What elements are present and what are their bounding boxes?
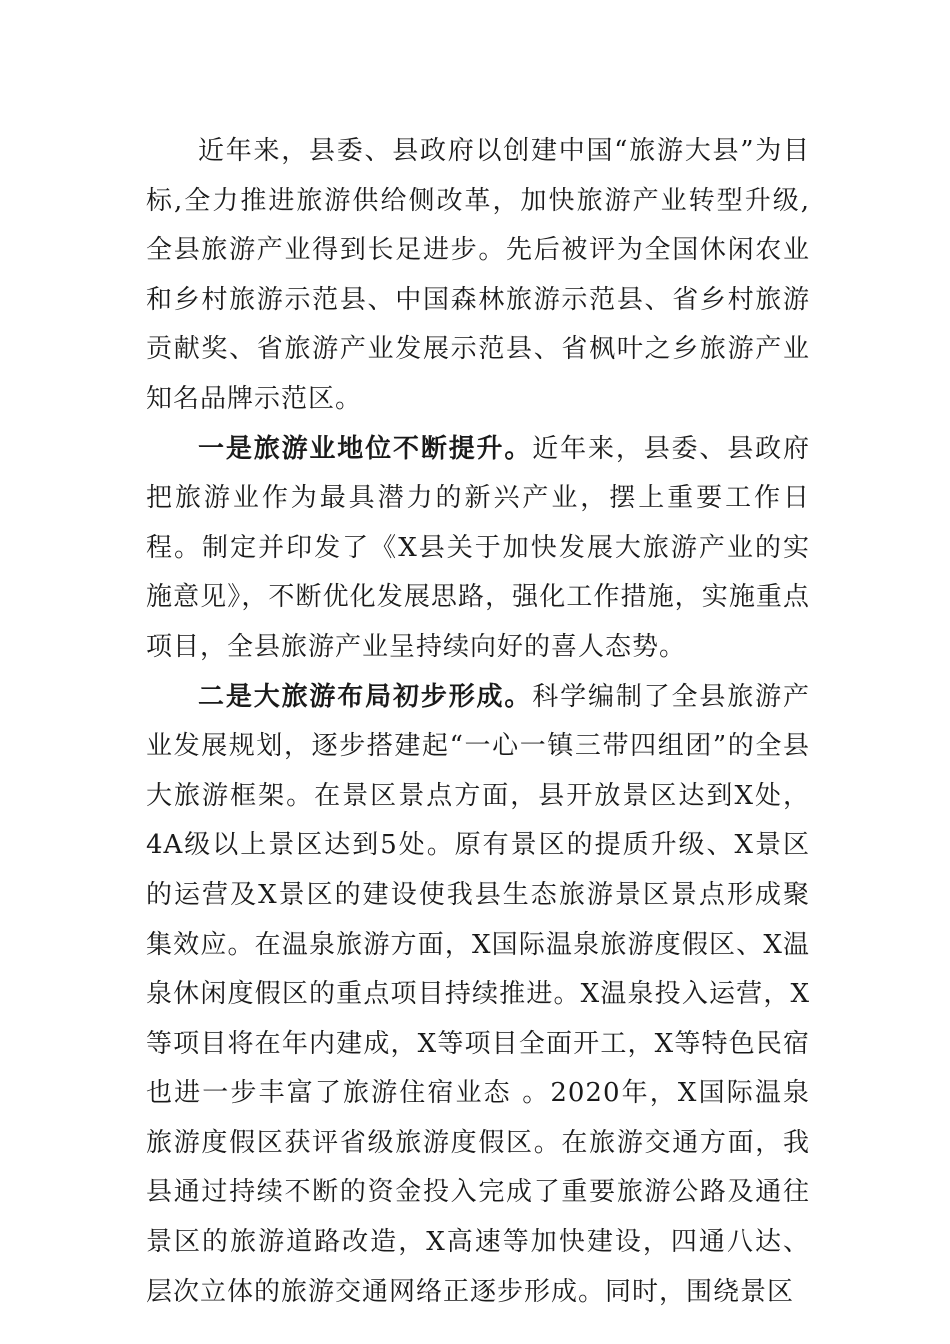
paragraph-text: 近年来，县委、县政府以创建中国“旅游大县”为目标,全力推进旅游供给侧改革，加快旅游产业转型升级,全县旅游产业得到长足进步。先后被评为全国休闲农业和乡村旅游示范县、中国森林旅游示范县、省乡村旅游贡献奖、省旅游产业发展示范县、省枫叶之乡旅游产业知名品牌示范区。 xyxy=(146,136,810,414)
paragraph-intro xyxy=(146,127,810,425)
paragraph-lead: 二是大旅游布局初步形成。 xyxy=(198,681,533,712)
document-body xyxy=(146,127,810,1317)
paragraph-tourism-status xyxy=(146,425,810,673)
paragraph-tourism-layout xyxy=(146,673,810,1318)
paragraph-lead: 一是旅游业地位不断提升。 xyxy=(198,433,533,464)
paragraph-text: 科学编制了全县旅游产业发展规划，逐步搭建起“一心一镇三带四组团”的全县大旅游框架。在景区景点方面，县开放景区达到X处，4A级以上景区达到5处。原有景区的提质升级、X景区的运营及X景区的建设使我县生态旅游景区景点形成聚集效应。在温泉旅游方面，X国际温泉旅游度假区、X温泉休闲度假区的重点项目持续推进。X温泉投入运营，X等项目将在年内建成，X等项目全面开工，X等特色民宿也进一步丰富了旅游住宿业态 。2020年，X国际温泉旅游度假区获评省级旅游度假区。在旅游交通方面，我县通过持续不断的资金投入完成了重要旅游公路及通往景区的旅游道路改造，X高速等加快建设，四通八达、层次立体的旅游交通网络正逐步形成。同时，围绕景区 xyxy=(146,681,810,1307)
paragraph-text: 近年来，县委、县政府把旅游业作为最具潜力的新兴产业，摆上重要工作日程。制定并印发了《X县关于加快发展大旅游产业的实施意见》，不断优化发展思路，强化工作措施，实施重点项目，全县旅游产业呈持续向好的喜人态势。 xyxy=(146,433,810,662)
